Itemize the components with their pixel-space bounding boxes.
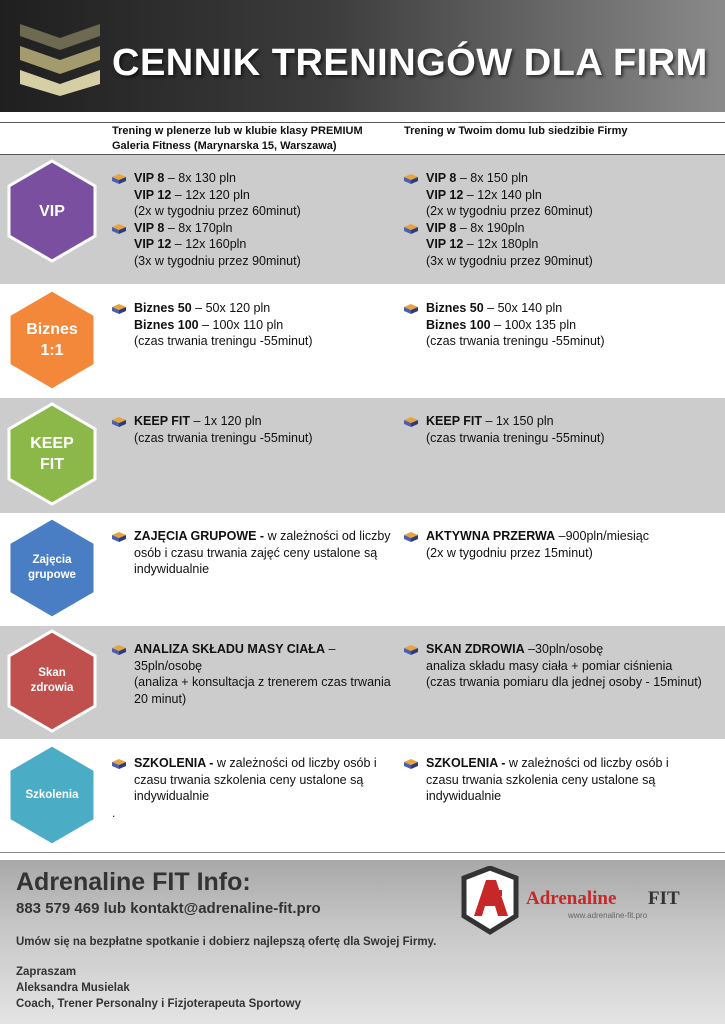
bullet-icon (112, 643, 126, 655)
price-item (112, 253, 397, 270)
price-item-name: KEEP FIT (134, 414, 191, 428)
price-item (112, 641, 397, 674)
category-label (7, 201, 97, 222)
page-header (0, 0, 725, 112)
price-item-text: (2x w tygodniu przez 15minut) (426, 545, 593, 560)
price-item-text: indywidualnie (134, 789, 210, 803)
price-item-text: – 12x 140 pln (463, 187, 542, 202)
price-item-name: VIP 8 (134, 171, 165, 185)
price-cell-right (404, 300, 714, 350)
price-item-name: ANALIZA SKŁADU MASY CIAŁA (134, 642, 325, 656)
bullet-icon (404, 757, 418, 769)
price-item (404, 545, 714, 562)
chevron-rank-icon (20, 24, 100, 96)
bullet-icon (112, 415, 126, 427)
price-item-text: – 12x 160pln (171, 237, 247, 251)
price-item (404, 220, 714, 237)
page-title: CENNIK TRENINGÓW DLA FIRM (112, 42, 708, 84)
price-item (404, 203, 714, 220)
price-item-name: Biznes 100 (426, 317, 491, 332)
price-item-text: – 1x 120 pln (190, 414, 262, 428)
price-item (112, 300, 397, 317)
category-label-line: zdrowia (30, 682, 74, 694)
price-item-text: – 50x 120 pln (191, 301, 271, 315)
price-item-text: w zależności od liczby osób i (505, 756, 669, 770)
price-item (112, 413, 397, 430)
price-item (404, 772, 714, 789)
bullet-icon (112, 222, 126, 234)
price-item-name: VIP 12 (426, 187, 464, 202)
price-cell-left (112, 528, 397, 578)
price-item (112, 561, 397, 578)
price-item-text: (czas trwania treningu -55minut) (134, 430, 313, 445)
signature-role: Coach, Trener Personalny i Fizjoterapeuta Sportowy (16, 998, 302, 1010)
bullet-icon (112, 757, 126, 769)
price-cell-left (112, 641, 397, 707)
price-item (404, 641, 714, 658)
price-item-name: VIP 8 (426, 220, 457, 235)
price-item (404, 788, 714, 805)
price-item-text: czasu trwania szkolenia ceny ustalone są (134, 772, 364, 787)
price-cell-left (112, 170, 397, 269)
price-item (404, 333, 714, 350)
price-item (112, 430, 397, 447)
price-item (112, 170, 397, 187)
price-cell-right (404, 170, 714, 269)
bullet-icon (112, 530, 126, 542)
price-item-text: w zależności od liczby osób i (213, 756, 377, 770)
category-label (7, 553, 97, 583)
price-cell-right (404, 528, 714, 561)
price-item-text: (czas trwania treningu -55minut) (426, 430, 605, 445)
adrenaline-fit-logo (458, 866, 718, 936)
price-item-text: –900pln/miesiąc (555, 529, 649, 543)
category-label (7, 788, 97, 803)
price-item-text: – 50x 140 pln (483, 301, 563, 315)
price-item (404, 253, 714, 270)
price-cell-right (404, 755, 714, 805)
category-label-line: Szkolenia (25, 788, 79, 801)
bullet-icon (112, 172, 126, 184)
price-item-text: – 12x 180pln (463, 237, 539, 251)
price-item-text: indywidualnie (426, 789, 502, 803)
price-item (404, 317, 714, 334)
price-item-text: – 100x 135 pln (490, 317, 577, 332)
price-item-text: (3x w tygodniu przez 90minut) (426, 253, 593, 268)
price-cell-left (112, 300, 397, 350)
price-item (112, 674, 397, 691)
price-item (112, 545, 397, 562)
bullet-icon (404, 222, 418, 234)
price-item (404, 236, 714, 253)
bullet-icon (404, 302, 418, 314)
category-label-line: grupowe (28, 569, 76, 581)
price-item-text: –30pln/osobę (524, 642, 604, 656)
price-item-name: KEEP FIT (426, 414, 483, 428)
price-item-name: ZAJĘCIA GRUPOWE - (134, 529, 265, 543)
price-cell-left (112, 413, 397, 446)
stray-dot: . (112, 806, 116, 820)
signature-line: Zapraszam (16, 966, 77, 978)
price-item-name: VIP 12 (426, 237, 464, 251)
price-item-text: – 8x 150 pln (456, 171, 528, 185)
contact-info[interactable]: 883 579 469 lub kontakt@adrenaline-fit.pro (16, 900, 321, 917)
category-label (7, 433, 97, 475)
price-item (404, 300, 714, 317)
price-item-name: VIP 12 (134, 187, 172, 202)
price-item (404, 658, 714, 675)
footer-title: Adrenaline FIT Info: (16, 868, 251, 896)
price-item-text: –35pln/osobę (134, 642, 336, 673)
category-label-line: KEEP (30, 435, 74, 452)
price-item-text: (czas trwania treningu -55minut) (426, 334, 605, 348)
price-item-name: SZKOLENIA - (134, 756, 214, 770)
category-label-line: Biznes (26, 321, 78, 338)
bullet-icon (404, 172, 418, 184)
price-item (404, 170, 714, 187)
price-item-name: AKTYWNA PRZERWA (426, 529, 556, 543)
logo-text-b: FIT (648, 888, 680, 909)
category-label-line: Zajęcia (32, 554, 72, 566)
category-label-line: FIT (40, 456, 64, 473)
price-item-text: 20 minut) (134, 691, 187, 706)
price-item (112, 317, 397, 334)
bullet-icon (404, 643, 418, 655)
price-item-text: – 8x 130 pln (164, 171, 236, 185)
price-item (112, 187, 397, 204)
category-label-line: VIP (39, 202, 65, 220)
logo-url: www.adrenaline-fit.pro (568, 911, 648, 920)
bullet-icon (404, 415, 418, 427)
price-item (404, 528, 714, 545)
category-label (7, 666, 97, 696)
price-item-text: (3x w tygodniu przez 90minut) (134, 253, 301, 268)
price-item-text: – 8x 170pln (164, 220, 233, 235)
price-item-text: (analiza + konsultacja z trenerem czas trwania (134, 675, 391, 689)
bullet-icon (404, 530, 418, 542)
price-item (112, 755, 397, 772)
divider (0, 122, 725, 123)
category-label-line: Skan (38, 667, 66, 679)
price-cell-right (404, 413, 714, 446)
price-item-name: SZKOLENIA - (426, 756, 506, 770)
price-item (112, 236, 397, 253)
price-item (404, 674, 714, 691)
signature-name: Aleksandra Musielak (16, 982, 130, 994)
divider (0, 852, 725, 853)
bullet-icon (112, 302, 126, 314)
price-item (112, 203, 397, 220)
price-cell-right (404, 641, 714, 691)
price-item-text: – 12x 120 pln (171, 187, 250, 202)
price-item-text: – 1x 150 pln (482, 414, 554, 428)
footer (0, 860, 725, 1024)
price-item (404, 413, 714, 430)
price-cell-left (112, 755, 397, 805)
price-item (112, 220, 397, 237)
price-item-text: w zależności od liczby (264, 529, 391, 543)
price-item (404, 187, 714, 204)
price-item-text: (czas trwania treningu -55minut) (134, 334, 313, 348)
offer-text: Umów się na bezpłatne spotkanie i dobierz najlepszą ofertę dla Swojej Firmy. (16, 936, 437, 948)
price-item (404, 430, 714, 447)
price-item (112, 333, 397, 350)
column-header-right: Trening w Twoim domu lub siedzibie Firmy (404, 125, 628, 137)
price-item-name: VIP 12 (134, 237, 172, 251)
category-label (7, 319, 97, 361)
price-item-name: Biznes 50 (426, 301, 484, 315)
price-item-name: Biznes 50 (134, 301, 192, 315)
price-item (112, 691, 397, 708)
price-item-text: (2x w tygodniu przez 60minut) (134, 204, 301, 218)
price-item (404, 755, 714, 772)
price-item-text: analiza składu masy ciała + pomiar ciśnienia (426, 658, 673, 673)
price-item-text: – 8x 190pln (456, 220, 525, 235)
price-item-text: osób i czasu trwania zajęć ceny ustalone są (134, 545, 378, 560)
price-item-name: VIP 8 (134, 220, 165, 235)
price-item (112, 788, 397, 805)
price-item-name: VIP 8 (426, 171, 457, 185)
price-item-text: (2x w tygodniu przez 60minut) (426, 204, 593, 218)
price-item-text: (czas trwania pomiaru dla jednej osoby - 15minut) (426, 675, 702, 689)
price-item-text: indywidualnie (134, 562, 210, 576)
column-header-left: Trening w plenerze lub w klubie klasy PREMIUM Galeria Fitness (Marynarska 15, Warszawa) (112, 125, 363, 152)
price-item (112, 772, 397, 789)
price-item-name: SKAN ZDROWIA (426, 642, 525, 656)
logo-text-a: Adrenaline (526, 888, 617, 909)
price-item-name: Biznes 100 (134, 317, 199, 332)
price-item-text: – 100x 110 pln (198, 317, 284, 332)
category-label-line: 1:1 (40, 342, 64, 359)
price-item (112, 528, 397, 545)
price-item-text: czasu trwania szkolenia ceny ustalone są (426, 772, 656, 787)
